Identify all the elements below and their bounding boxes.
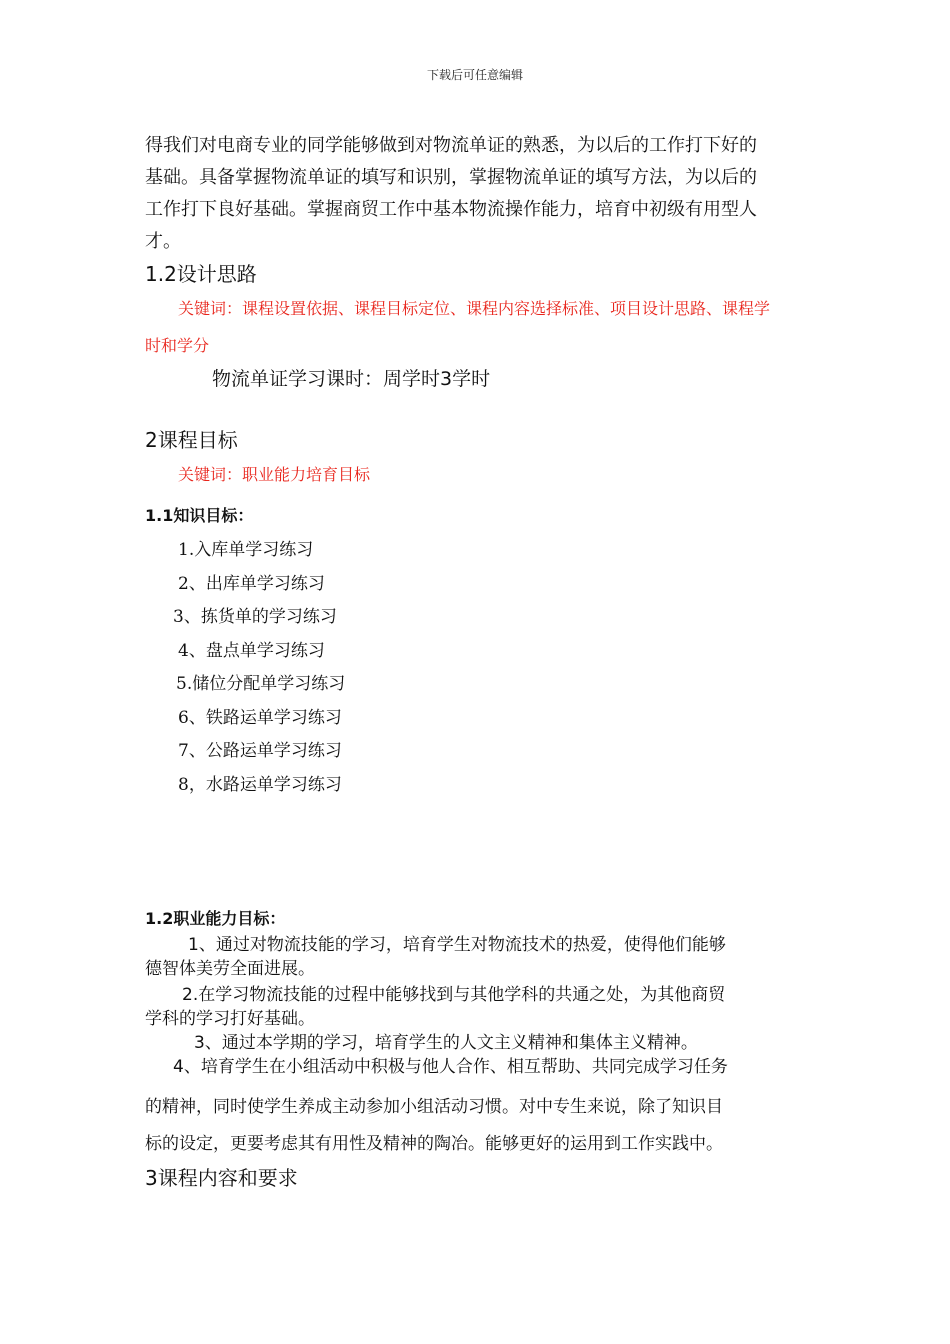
ability-item-2: 2.在学习物流技能的过程中能够找到与其他学科的共通之处，为其他商贸: [182, 985, 726, 1005]
ability-item-1: 1、通过对物流技能的学习，培育学生对物流技术的热爱，使得他们能够: [188, 935, 726, 955]
heading-course-content: 3课程内容和要求: [145, 1166, 298, 1190]
course-hours: 物流单证学习课时：周学时3学时: [212, 368, 491, 390]
ability-item-4-cont: 标的设定，更要考虑其有用性及精神的陶冶。能够更好的运用到工作实践中。: [145, 1134, 723, 1154]
knowledge-item: 5.储位分配单学习练习: [176, 674, 346, 694]
intro-line: 工作打下良好基础。掌握商贸工作中基本物流操作能力，培育中初级有用型人: [145, 199, 757, 220]
intro-line: 得我们对电商专业的同学能够做到对物流单证的熟悉，为以后的工作打下好的: [145, 135, 757, 156]
ability-item-3: 3、通过本学期的学习，培育学生的人文主义精神和集体主义精神。: [194, 1033, 698, 1053]
page-header: 下载后可任意编辑: [426, 68, 523, 82]
heading-knowledge-goals: 1.1知识目标：: [145, 506, 254, 525]
heading-course-goals: 2课程目标: [145, 428, 238, 452]
intro-paragraph: [145, 130, 757, 258]
knowledge-item: 4、盘点单学习练习: [178, 641, 325, 661]
knowledge-item: 3、拣货单的学习练习: [173, 607, 337, 627]
knowledge-item: 1.入库单学习练习: [178, 540, 314, 560]
knowledge-item: 8，水路运单学习练习: [178, 775, 342, 795]
heading-ability-goals: 1.2职业能力目标：: [145, 909, 286, 928]
keywords-goals: 关键词：职业能力培育目标: [178, 465, 371, 484]
ability-item-4: 4、培育学生在小组活动中积极与他人合作、相互帮助、共同完成学习任务: [173, 1057, 728, 1077]
knowledge-item: 7、公路运单学习练习: [178, 741, 342, 761]
knowledge-item: 2、出库单学习练习: [178, 574, 325, 594]
keywords-design-cont: 时和学分: [145, 336, 210, 355]
intro-line: 基础。具备掌握物流单证的填写和识别，掌握物流单证的填写方法，为以后的: [145, 167, 757, 188]
ability-item-1-cont: 德智体美劳全面进展。: [145, 959, 315, 979]
keywords-design: 关键词：课程设置依据、课程目标定位、课程内容选择标准、项目设计思路、课程学: [178, 299, 771, 318]
intro-line: 才。: [145, 231, 181, 252]
heading-design-ideas: 1.2设计思路: [145, 262, 257, 286]
ability-item-4-cont: 的精神，同时使学生养成主动参加小组活动习惯。对中专生来说，除了知识目: [145, 1097, 723, 1117]
ability-item-2-cont: 学科的学习打好基础。: [145, 1009, 315, 1029]
knowledge-item: 6、铁路运单学习练习: [178, 708, 342, 728]
